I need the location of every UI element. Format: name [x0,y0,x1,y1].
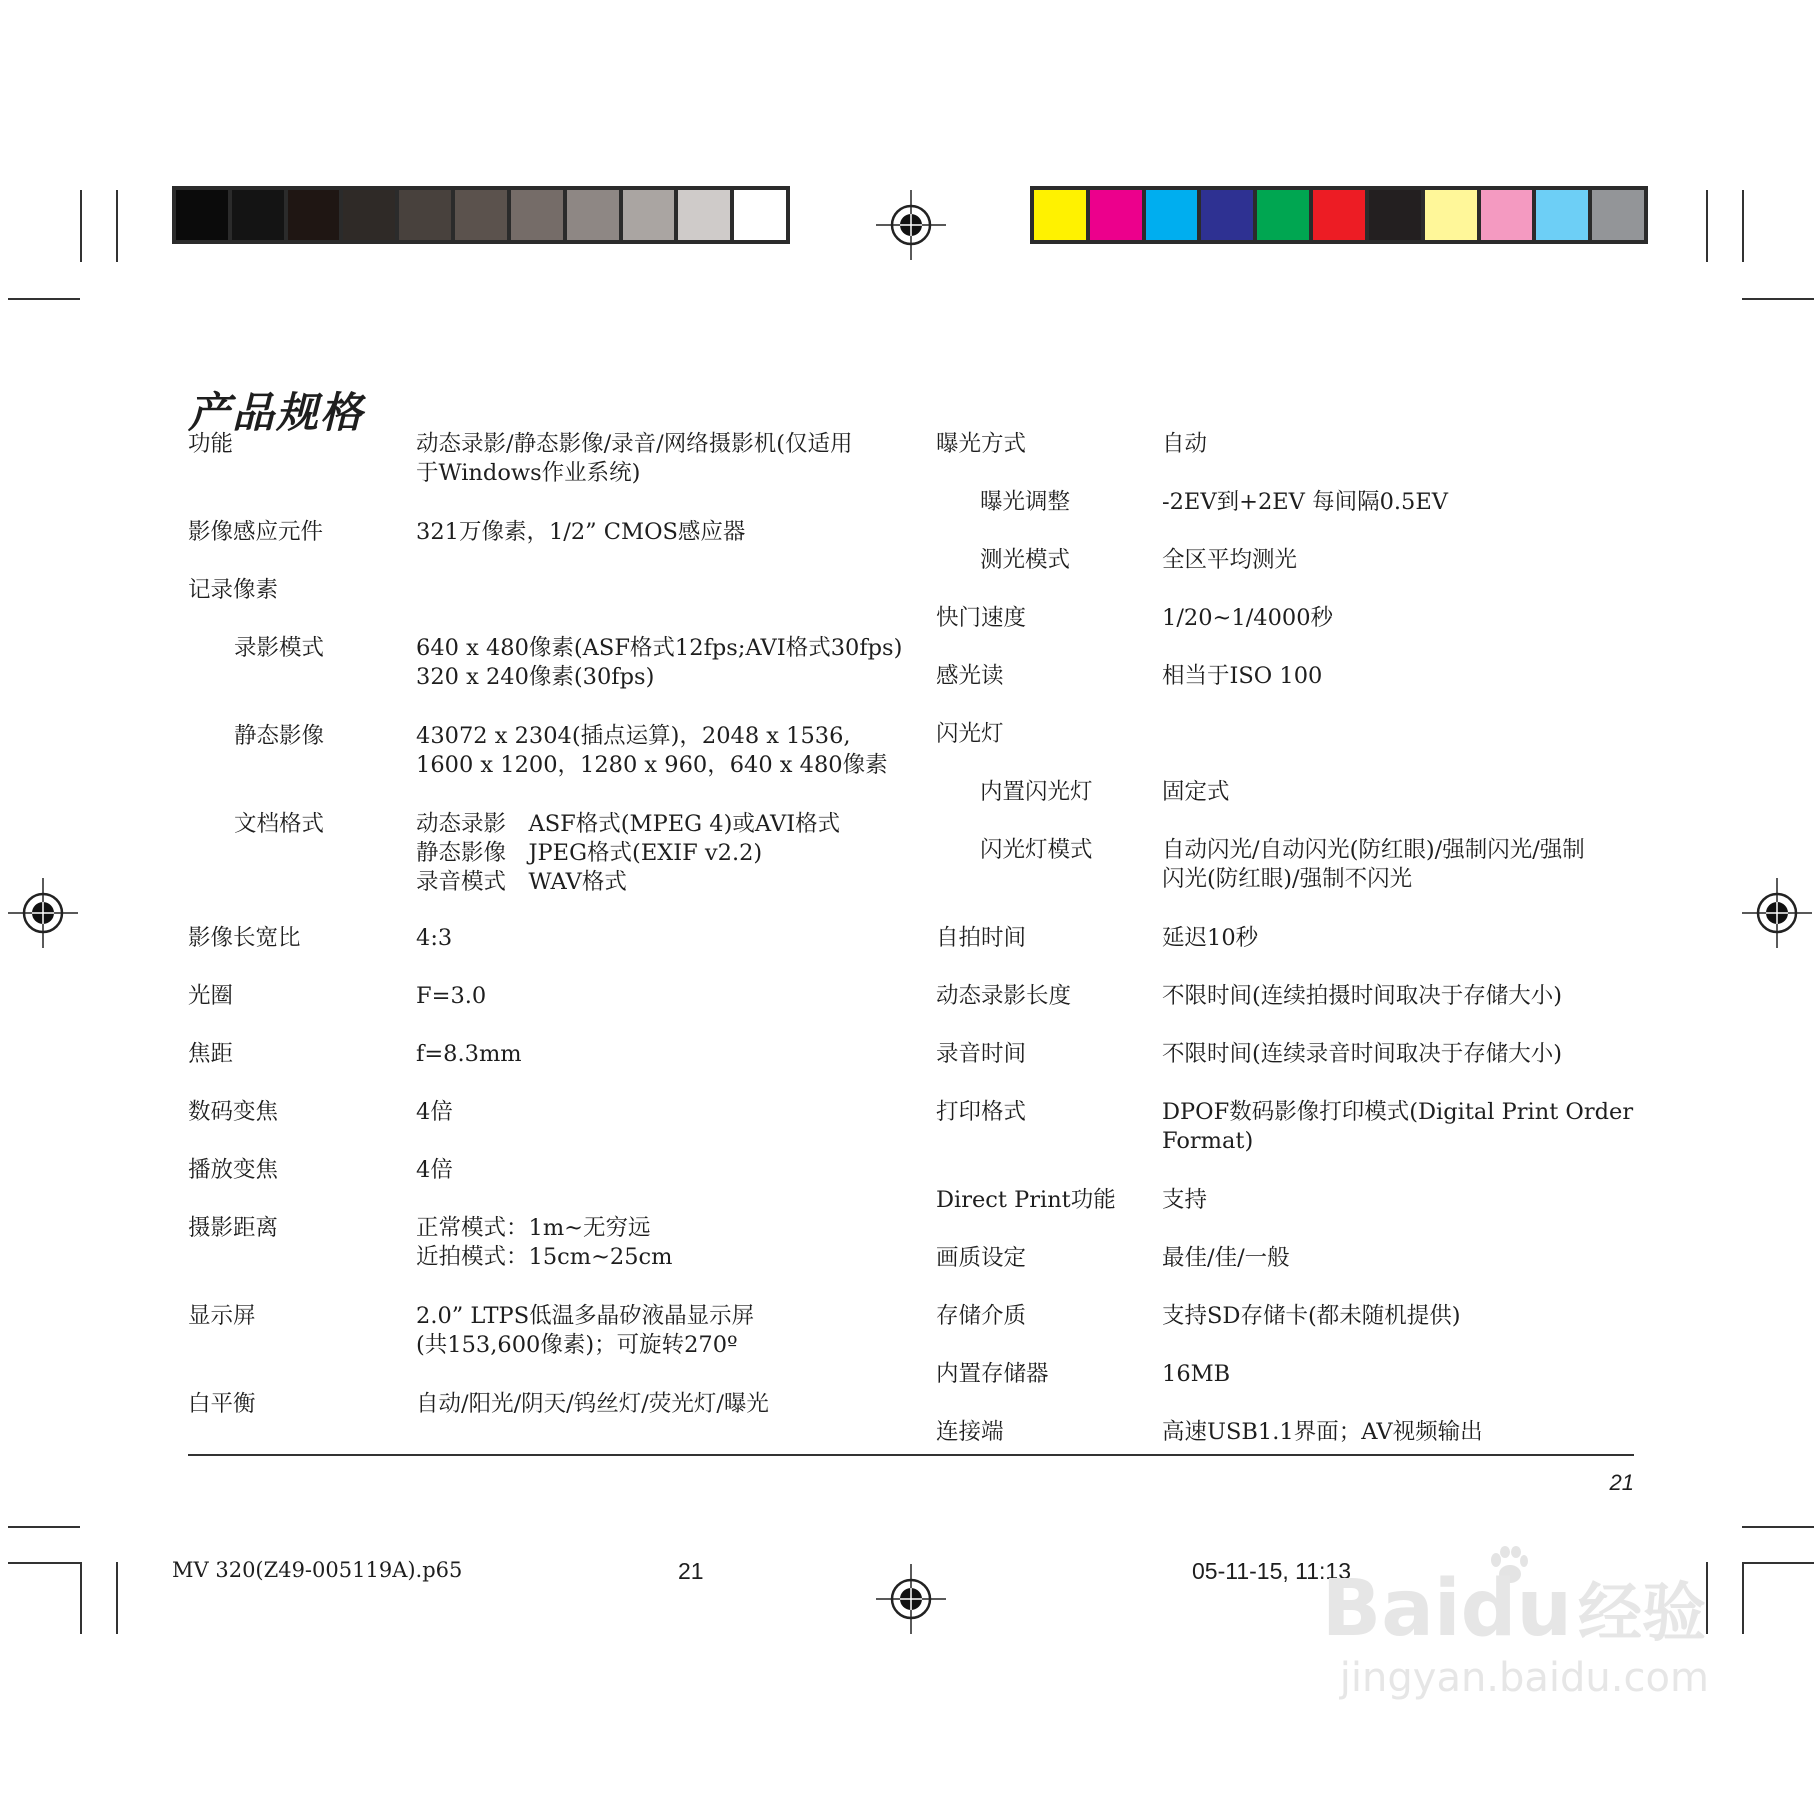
spec-value-line: 正常模式：1m~无穷远 [416,1215,651,1241]
spec-value [1162,488,1448,517]
spec-value [416,1302,754,1360]
spec-value [1162,778,1230,807]
spec-label: 数码变焦 [188,1099,279,1125]
spec-value [416,518,745,547]
gray-swatch [511,190,563,240]
page-number: 21 [1609,1470,1634,1495]
crop-mark [116,190,118,262]
crop-mark [8,1562,80,1564]
spec-value-line: 1600 x 1200，1280 x 960，640 x 480像素 [416,752,888,778]
spec-label: 记录像素 [188,577,279,603]
spec-value-line: Format) [1162,1128,1254,1154]
spec-value-line: 录音模式 WAV格式 [416,869,627,895]
spec-label: 文档格式 [234,811,325,837]
spec-value [1162,546,1297,575]
spec-value [1162,662,1322,691]
spec-label: 闪光灯 [936,721,1004,747]
spec-value [1162,604,1333,633]
spec-value-line: 320 x 240像素(30fps) [416,664,655,690]
color-swatch [1313,190,1365,240]
gray-swatch [455,190,507,240]
footer-filename: MV 320(Z49-005119A).p65 [172,1558,463,1582]
spec-label: 显示屏 [188,1303,256,1329]
spec-value [1162,1244,1290,1273]
spec-value-line: 支持 [1162,1187,1208,1213]
crop-mark [116,1562,118,1634]
spec-value-line: 自动闪光/自动闪光(防红眼)/强制闪光/强制 [1162,837,1585,863]
spec-value-line: DPOF数码影像打印模式(Digital Print Order [1162,1099,1634,1125]
spec-value [1162,1098,1633,1156]
spec-value-line: 4倍 [416,1157,453,1183]
grayscale-calibration-bar [172,186,790,244]
spec-value-line: 43072 x 2304(插点运算)，2048 x 1536, [416,723,851,749]
gray-swatch [232,190,284,240]
spec-value [416,1156,453,1185]
spec-label: 自拍时间 [936,925,1027,951]
watermark-cn: 经验 [1578,1577,1706,1651]
spec-label: 感光读 [936,663,1004,689]
spec-value [416,1098,453,1127]
crop-mark [1742,298,1814,300]
spec-label: 测光模式 [980,547,1071,573]
spec-value-line: 640 x 480像素(ASF格式12fps;AVI格式30fps) [416,635,903,661]
gray-swatch [176,190,228,240]
spec-value-line: 动态录影/静态影像/录音/网络摄影机(仅适用 [416,431,853,457]
spec-value-line: 近拍模式：15cm~25cm [416,1244,673,1270]
spec-value [1162,1360,1230,1389]
crop-mark [1742,1526,1814,1528]
spec-value-line: 4倍 [416,1099,453,1125]
spec-label: 录音时间 [936,1041,1027,1067]
watermark-brand-du: du [1460,1564,1572,1654]
spec-label: 播放变焦 [188,1157,279,1183]
color-swatch [1536,190,1588,240]
spec-value [1162,1040,1562,1069]
spec-label: 影像长宽比 [188,925,301,951]
spec-value-line: 动态录影 ASF格式(MPEG 4)或AVI格式 [416,811,841,837]
color-swatch [1090,190,1142,240]
spec-value-line: 固定式 [1162,779,1230,805]
spec-value-line: 延迟10秒 [1162,925,1259,951]
crop-mark [8,1526,80,1528]
spec-label: 录影模式 [234,635,325,661]
spec-label: 连接端 [936,1419,1004,1445]
crop-mark [80,190,82,262]
spec-value-line: 不限时间(连续拍摄时间取决于存储大小) [1162,983,1563,1009]
gray-swatch [399,190,451,240]
color-swatch [1592,190,1644,240]
spec-value [1162,1302,1461,1331]
spec-label: 影像感应元件 [188,519,324,545]
spec-value-line: 闪光(防红眼)/强制不闪光 [1162,866,1413,892]
spec-value [1162,430,1207,459]
spec-value [416,634,902,692]
crop-mark [80,1562,82,1634]
spec-value-line: 最佳/佳/一般 [1162,1245,1290,1271]
spec-value-line: 自动/阳光/阴天/钨丝灯/荧光灯/曝光 [416,1391,769,1417]
gray-swatch [678,190,730,240]
spec-value-line: 不限时间(连续录音时间取决于存储大小) [1162,1041,1563,1067]
spec-value [416,924,452,953]
watermark-brand: Bai [1321,1564,1461,1654]
spec-value [1162,924,1258,953]
spec-value-line: (共153,600像素)；可旋转270º [416,1332,738,1358]
gray-swatch [623,190,675,240]
spec-value [416,810,840,897]
spec-value-line: 自动 [1162,431,1208,457]
gray-swatch [567,190,619,240]
spec-label: 内置闪光灯 [980,779,1093,805]
crop-mark [1706,190,1708,262]
spec-label: 曝光调整 [980,489,1071,515]
spec-value [416,982,486,1011]
spec-label: 功能 [188,431,234,457]
spec-label: 快门速度 [936,605,1027,631]
registration-mark-icon [8,878,78,948]
crop-mark [1742,1562,1814,1564]
spec-value-line: f=8.3mm [416,1041,522,1067]
spec-label: 打印格式 [936,1099,1027,1125]
spec-value-line: 于Windows作业系统) [416,460,641,486]
crop-mark [1742,190,1744,262]
color-swatch [1146,190,1198,240]
spec-value [1162,1418,1483,1447]
color-swatch [1369,190,1421,240]
spec-label: 白平衡 [188,1391,256,1417]
gray-swatch [734,190,786,240]
color-swatch [1201,190,1253,240]
page-title: 产品规格 [188,388,365,437]
spec-value-line: 高速USB1.1界面；AV视频输出 [1162,1419,1483,1445]
spec-value-line: F=3.0 [416,983,487,1009]
spec-value-line: 2.0” LTPS低温多晶矽液晶显示屏 [416,1303,755,1329]
spec-label: 画质设定 [936,1245,1027,1271]
footer-page: 21 [678,1558,704,1584]
spec-label: 动态录影长度 [936,983,1072,1009]
spec-value [416,1390,769,1419]
footer-datetime: 05-11-15, 11:13 [1192,1558,1351,1584]
spec-label: 摄影距离 [188,1215,279,1241]
baidu-jingyan-watermark [1321,1550,1709,1701]
spec-value [1162,982,1562,1011]
spec-label: 静态影像 [234,723,325,749]
spec-value-line: 16MB [1162,1361,1231,1387]
crop-mark [8,298,80,300]
spec-value-line: 支持SD存储卡(都未随机提供) [1162,1303,1461,1329]
crop-mark [1706,1562,1708,1634]
spec-value-line: 全区平均测光 [1162,547,1298,573]
divider [188,1454,1634,1456]
registration-mark-icon [1742,878,1812,948]
spec-label: Direct Print功能 [936,1187,1116,1213]
registration-mark-icon [876,1564,946,1634]
spec-label: 存储介质 [936,1303,1027,1329]
spec-label: 光圈 [188,983,234,1009]
spec-value-line: 1/20~1/4000秒 [1162,605,1334,631]
gray-swatch [343,190,395,240]
spec-value [1162,1186,1207,1215]
color-swatch [1481,190,1533,240]
crop-mark [1742,1562,1744,1634]
spec-value [416,1040,522,1069]
spec-label: 内置存储器 [936,1361,1049,1387]
watermark-url: jingyan.baidu.com [1339,1655,1709,1701]
spec-value [416,430,853,488]
color-calibration-bar [1030,186,1648,244]
spec-value-line: 静态影像 JPEG格式(EXIF v2.2) [416,840,763,866]
spec-label: 闪光灯模式 [980,837,1093,863]
registration-mark-icon [876,190,946,260]
gray-swatch [288,190,340,240]
spec-value-line: 321万像素，1/2” CMOS感应器 [416,519,746,545]
color-swatch [1425,190,1477,240]
spec-value [1162,836,1585,894]
color-swatch [1034,190,1086,240]
color-swatch [1257,190,1309,240]
spec-label: 焦距 [188,1041,234,1067]
spec-label: 曝光方式 [936,431,1027,457]
spec-value-line: 4:3 [416,925,453,951]
spec-value-line: -2EV到+2EV 每间隔0.5EV [1162,489,1449,515]
spec-value [416,1214,673,1272]
spec-value-line: 相当于ISO 100 [1162,663,1323,689]
spec-value [416,722,888,780]
